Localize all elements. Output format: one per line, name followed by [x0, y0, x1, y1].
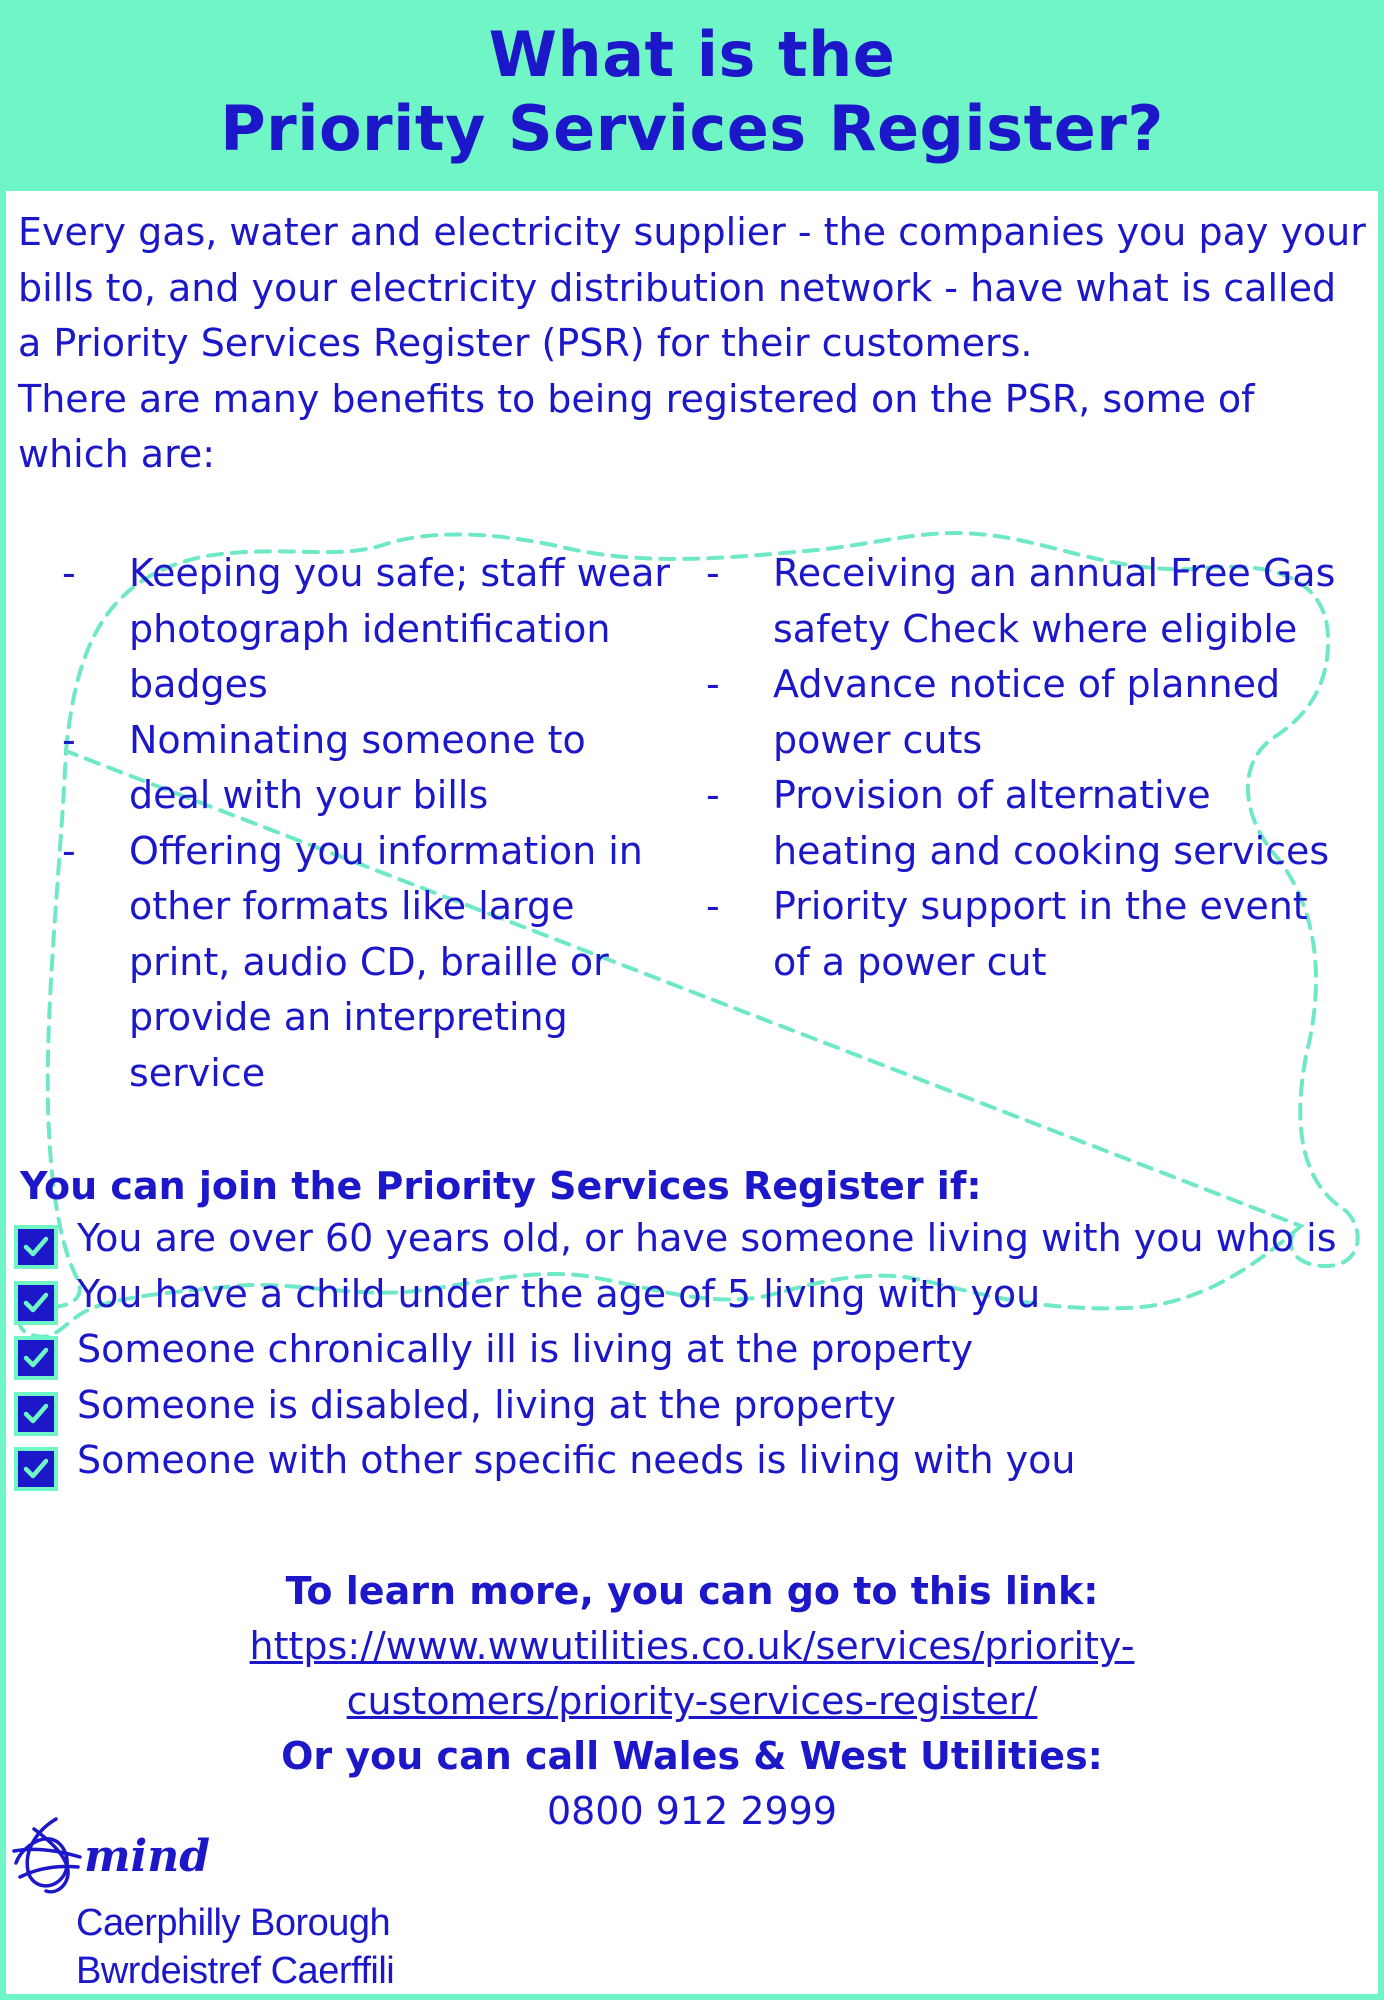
bullet-dash: -: [706, 662, 720, 706]
checklist-text: Someone is disabled, living at the property: [77, 1382, 896, 1427]
benefit-item: [706, 657, 1346, 768]
checklist-item: [6, 1378, 1357, 1434]
benefits-right-column: [706, 546, 1346, 990]
phone-number[interactable]: 0800 912 2999: [546, 1789, 838, 1833]
benefit-text: Receiving an annual Free Gas safety Check where eligible: [773, 551, 1336, 651]
intro-text: [18, 205, 1368, 483]
benefit-item: [62, 824, 672, 1102]
benefit-text: Offering you information in other formats like large print, audio CD, braille or provide an interpreting service: [129, 828, 643, 1095]
call-label: Or you can call Wales & West Utilities:: [281, 1734, 1103, 1778]
benefit-item: [62, 713, 672, 824]
psr-link-line1[interactable]: https://www.wwutilities.co.uk/services/priority-: [249, 1624, 1135, 1668]
checklist-text: Someone with other specific needs is living with you: [77, 1438, 1076, 1482]
checklist-item: [6, 1322, 1357, 1378]
bullet-dash: -: [62, 828, 76, 873]
benefit-text: Keeping you safe; staff wear photograph identification badges: [129, 551, 670, 706]
checked-box-icon: [14, 1281, 58, 1325]
benefit-text: Advance notice of planned power cuts: [773, 662, 1281, 762]
learn-more-label: To learn more, you can go to this link:: [285, 1569, 1099, 1613]
benefit-text: Priority support in the event of a power cut: [773, 884, 1308, 984]
page-title-line1: What is the: [488, 18, 896, 91]
bullet-dash: -: [706, 551, 720, 595]
benefit-item: [706, 768, 1346, 879]
org-name-welsh: Bwrdeistref Caerffili: [76, 1950, 395, 1992]
benefits-left-column: [62, 546, 672, 1101]
bullet-dash: -: [706, 773, 720, 817]
page-header: [0, 0, 1384, 190]
checklist-text: You have a child under the age of 5 living with you: [77, 1271, 1041, 1316]
psr-link[interactable]: [6, 1619, 1378, 1729]
eligibility-heading: You can join the Priority Services Register if:: [20, 1164, 982, 1208]
checklist-item: [6, 1211, 1357, 1267]
bullet-dash: -: [706, 884, 720, 928]
mind-logo-icon: [6, 1811, 226, 1901]
intro-paragraph-2: There are many benefits to being registered on the PSR, some of which are:: [18, 376, 1255, 476]
checklist-item: [6, 1433, 1357, 1489]
mind-logo: [6, 1811, 506, 1991]
checked-box-icon: [14, 1225, 58, 1269]
mind-wordmark: mind: [84, 1831, 211, 1882]
psr-link-line2[interactable]: customers/priority-services-register/: [346, 1679, 1038, 1723]
bullet-dash: -: [62, 551, 76, 595]
checklist-text: You are over 60 years old, or have someone living with you who is: [77, 1216, 1337, 1260]
more-info-section: [6, 1564, 1378, 1839]
content-panel: [6, 191, 1378, 1994]
benefit-text: Nominating someone to deal with your bills: [129, 717, 586, 817]
page-title-line2: Priority Services Register?: [220, 92, 1164, 165]
eligibility-checklist: [6, 1211, 1378, 1489]
checked-box-icon: [14, 1447, 58, 1491]
checklist-item: [6, 1267, 1357, 1323]
benefit-item: [62, 546, 672, 713]
checked-box-icon: [14, 1392, 58, 1436]
checked-box-icon: [14, 1336, 58, 1380]
intro-paragraph-1: Every gas, water and electricity supplier - the companies you pay your bills to, and your electricity distribution network - have what is called a Priority Services Register (PSR) for their customers.: [18, 210, 1366, 365]
org-name-english: Caerphilly Borough: [76, 1902, 391, 1944]
bullet-dash: -: [62, 717, 76, 762]
benefit-item: [706, 546, 1346, 657]
checklist-text: Someone chronically ill is living at the property: [77, 1327, 974, 1371]
benefit-text: Provision of alternative heating and cooking services: [773, 773, 1330, 873]
benefit-item: [706, 879, 1346, 990]
